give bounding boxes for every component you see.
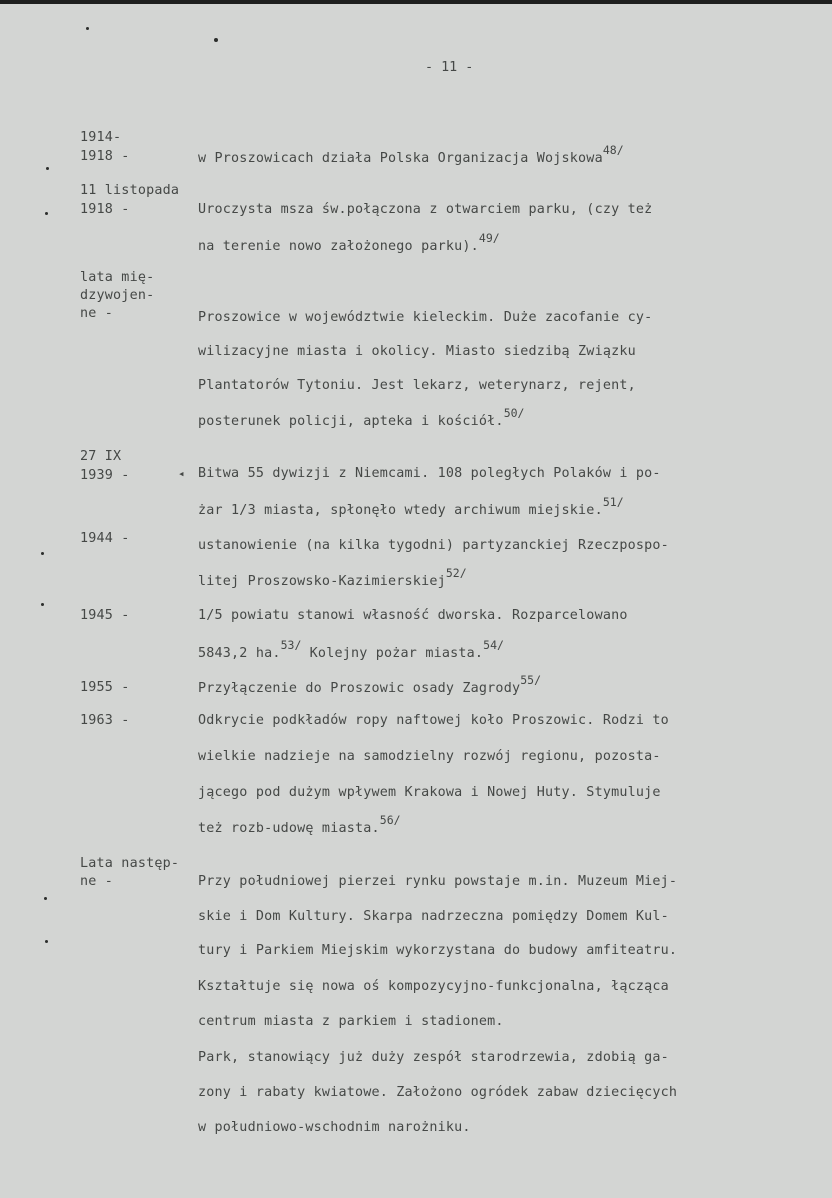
entry-text-line: posterunek policji, apteka i kościół.50/ bbox=[198, 406, 525, 429]
entry-text-line: ustanowienie (na kilka tygodni) partyzanckiej Rzeczpospo- bbox=[198, 538, 669, 553]
entry-text-line: Odkrycie podkładów ropy naftowej koło Proszowic. Rodzi to bbox=[198, 713, 669, 728]
footnote-ref: 48/ bbox=[602, 143, 624, 157]
entry-text-line: żar 1/3 miasta, spłonęło wtedy archiwum miejskie.51/ bbox=[198, 495, 624, 518]
entry-date-line: 1955 - bbox=[80, 680, 130, 695]
entry-date-line: 1963 - bbox=[80, 713, 130, 728]
entry-text-line: w południowo-wschodnim narożniku. bbox=[198, 1120, 471, 1135]
entry-date-line: 1939 - bbox=[80, 468, 130, 483]
entry-text-line: Przyłączenie do Proszowic osady Zagrody55/ bbox=[198, 673, 541, 696]
footnote-ref: 53/ bbox=[280, 638, 302, 652]
entry-text-line: na terenie nowo założonego parku).49/ bbox=[198, 231, 500, 254]
footnote-ref: 52/ bbox=[445, 566, 467, 580]
entry-date-line: 1945 - bbox=[80, 608, 130, 623]
footnote-ref: 50/ bbox=[503, 406, 525, 420]
entry-text-line: centrum miasta z parkiem i stadionem. bbox=[198, 1014, 504, 1029]
scan-speck bbox=[44, 897, 47, 900]
entry-text-line: wielkie nadzieje na samodzielny rozwój regionu, pozosta- bbox=[198, 749, 661, 764]
entry-date-line: 1914- bbox=[80, 130, 122, 145]
scan-speck bbox=[41, 603, 44, 606]
entry-text-line: skie i Dom Kultury. Skarpa nadrzeczna pomiędzy Domem Kul- bbox=[198, 909, 669, 924]
entry-text-line: litej Proszowsko-Kazimierskiej52/ bbox=[198, 566, 467, 589]
scan-speck bbox=[41, 552, 44, 555]
entry-text-line: też rozb-udowę miasta.56/ bbox=[198, 813, 401, 836]
entry-text-line: Park, stanowiący już duży zespół starodrzewia, zdobią ga- bbox=[198, 1050, 669, 1065]
entry-date-line: Lata następ- bbox=[80, 856, 180, 871]
scan-top-edge bbox=[0, 0, 832, 4]
entry-date-line: ne - bbox=[80, 874, 114, 889]
entry-date-line: ne - bbox=[80, 306, 114, 321]
scan-speck bbox=[214, 38, 218, 42]
scan-speck bbox=[46, 167, 49, 170]
page-number: - 11 - bbox=[425, 60, 474, 75]
footnote-ref: 51/ bbox=[602, 495, 624, 509]
entry-date-line: 1918 - bbox=[80, 202, 130, 217]
entry-date-line: dzywojen- bbox=[80, 288, 155, 303]
entry-text-line: Plantatorów Tytoniu. Jest lekarz, weterynarz, rejent, bbox=[198, 378, 636, 393]
entry-text-line: w Proszowicach działa Polska Organizacja Wojskowa48/ bbox=[198, 143, 624, 166]
entry-text-line: Proszowice w województwie kieleckim. Duże zacofanie cy- bbox=[198, 310, 653, 325]
scan-speck bbox=[86, 27, 89, 30]
entry-text-line: 5843,2 ha.53/ Kolejny pożar miasta.54/ bbox=[198, 638, 504, 661]
footnote-ref: 54/ bbox=[483, 638, 504, 652]
entry-text-line: Bitwa 55 dywizji z Niemcami. 108 poległych Polaków i po- bbox=[198, 466, 661, 481]
scan-speck bbox=[45, 940, 48, 943]
entry-text-line: Przy południowej pierzei rynku powstaje m.in. Muzeum Miej- bbox=[198, 874, 678, 889]
entry-date-line: 11 listopada bbox=[80, 183, 180, 198]
footnote-ref: 55/ bbox=[520, 673, 541, 687]
entry-text-line: Kształtuje się nowa oś kompozycyjno-funkcjonalna, łącząca bbox=[198, 979, 669, 994]
entry-text-line: wilizacyjne miasta i okolicy. Miasto siedzibą Związku bbox=[198, 344, 636, 359]
footnote-ref: 49/ bbox=[478, 231, 500, 245]
entry-text-line: zony i rabaty kwiatowe. Założono ogródek zabaw dziecięcych bbox=[198, 1085, 678, 1100]
entry-text-line: tury i Parkiem Miejskim wykorzystana do budowy amfiteatru. bbox=[198, 943, 678, 958]
entry-text-line: 1/5 powiatu stanowi własność dworska. Rozparcelowano bbox=[198, 608, 628, 623]
footnote-ref: 56/ bbox=[379, 813, 401, 827]
entry-date-line: 27 IX bbox=[80, 449, 122, 464]
entry-text-line: Uroczysta msza św.połączona z otwarciem parku, (czy też bbox=[198, 202, 653, 217]
entry-text-line: jącego pod dużym wpływem Krakowa i Nowej Huty. Stymuluje bbox=[198, 785, 661, 800]
entry-date-line: 1944 - bbox=[80, 531, 130, 546]
scan-speck bbox=[45, 212, 48, 215]
arrow-mark: ◂ bbox=[178, 467, 185, 480]
entry-date-line: lata mię- bbox=[80, 270, 155, 285]
entry-date-line: 1918 - bbox=[80, 149, 130, 164]
